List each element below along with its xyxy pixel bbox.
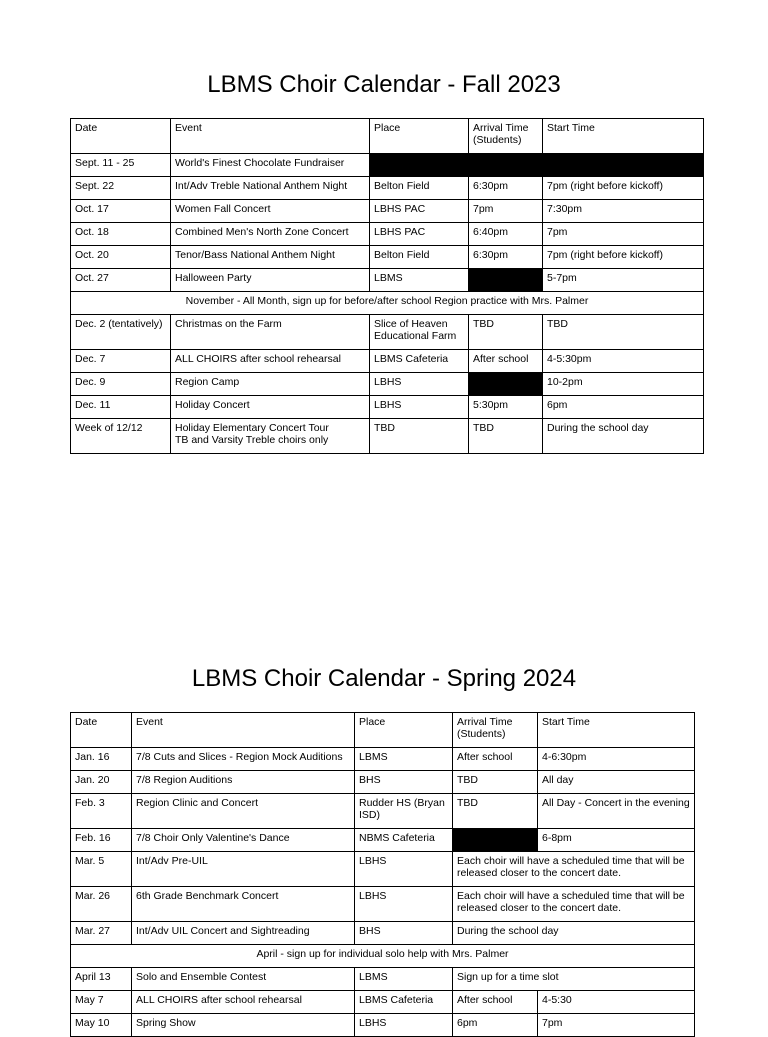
date-cell: May 10	[71, 1014, 132, 1037]
note-row	[71, 292, 704, 315]
start-cell: 6-8pm	[538, 829, 695, 852]
event-cell: Halloween Party	[171, 269, 370, 292]
place-cell: LBMS	[355, 748, 453, 771]
place-cell: NBMS Cafeteria	[355, 829, 453, 852]
date-cell: Sept. 11 - 25	[71, 154, 171, 177]
place-cell: Belton Field	[370, 177, 469, 200]
place-cell: LBHS PAC	[370, 223, 469, 246]
table-row	[71, 373, 704, 396]
start-cell: 4-5:30	[538, 991, 695, 1014]
table-row	[71, 350, 704, 373]
event-cell: Int/Adv Pre-UIL	[132, 852, 355, 887]
table-row	[71, 177, 704, 200]
place-cell: LBHS	[355, 852, 453, 887]
arrival-cell: 6:30pm	[469, 246, 543, 269]
start-cell: 6pm	[543, 396, 704, 419]
arrival-cell: After school	[453, 748, 538, 771]
event-cell: 7/8 Cuts and Slices - Region Mock Auditions	[132, 748, 355, 771]
date-cell: Mar. 26	[71, 887, 132, 922]
event-cell: Region Camp	[171, 373, 370, 396]
place-cell: LBHS	[370, 396, 469, 419]
table-row	[71, 748, 695, 771]
note-cell: April - sign up for individual solo help with Mrs. Palmer	[71, 945, 695, 968]
arrival-cell: TBD	[453, 771, 538, 794]
event-cell: 7/8 Choir Only Valentine's Dance	[132, 829, 355, 852]
date-cell: Dec. 2 (tentatively)	[71, 315, 171, 350]
header-row	[71, 119, 704, 154]
event-cell: 7/8 Region Auditions	[132, 771, 355, 794]
event-cell: ALL CHOIRS after school rehearsal	[171, 350, 370, 373]
start-cell: 7pm	[543, 223, 704, 246]
column-header: Start Time	[538, 713, 695, 748]
start-cell: All day	[538, 771, 695, 794]
start-cell: 7:30pm	[543, 200, 704, 223]
table-row	[71, 887, 695, 922]
event-cell: Solo and Ensemble Contest	[132, 968, 355, 991]
table-row	[71, 200, 704, 223]
date-cell: Oct. 18	[71, 223, 171, 246]
place-cell: TBD	[370, 419, 469, 454]
event-cell: Tenor/Bass National Anthem Night	[171, 246, 370, 269]
event-cell: Region Clinic and Concert	[132, 794, 355, 829]
start-cell: All Day - Concert in the evening	[538, 794, 695, 829]
arrival-cell: 6:30pm	[469, 177, 543, 200]
arrival-cell: 7pm	[469, 200, 543, 223]
note-row	[71, 945, 695, 968]
date-cell: Dec. 7	[71, 350, 171, 373]
start-cell: 5-7pm	[543, 269, 704, 292]
date-cell: Dec. 9	[71, 373, 171, 396]
table-row	[71, 154, 704, 177]
column-header: Date	[71, 119, 171, 154]
fall-calendar-table	[70, 118, 704, 454]
date-cell: Feb. 3	[71, 794, 132, 829]
start-cell: 4-5:30pm	[543, 350, 704, 373]
event-cell: ALL CHOIRS after school rehearsal	[132, 991, 355, 1014]
time-cell: Sign up for a time slot	[453, 968, 695, 991]
place-cell: LBHS	[355, 1014, 453, 1037]
column-header: Place	[370, 119, 469, 154]
column-header: Event	[171, 119, 370, 154]
event-cell: Women Fall Concert	[171, 200, 370, 223]
table-row	[71, 223, 704, 246]
blacked-out-cell	[453, 829, 538, 852]
column-header: Arrival Time (Students)	[453, 713, 538, 748]
place-cell: Belton Field	[370, 246, 469, 269]
place-cell: LBHS	[370, 373, 469, 396]
place-cell: LBHS	[355, 887, 453, 922]
date-cell: Oct. 17	[71, 200, 171, 223]
event-cell: Holiday Concert	[171, 396, 370, 419]
fall-calendar-title: LBMS Choir Calendar - Fall 2023	[207, 71, 561, 98]
spring-calendar-table	[70, 712, 695, 1037]
column-header: Date	[71, 713, 132, 748]
arrival-cell: 5:30pm	[469, 396, 543, 419]
start-cell: During the school day	[543, 419, 704, 454]
column-header: Arrival Time (Students)	[469, 119, 543, 154]
place-cell: Rudder HS (Bryan ISD)	[355, 794, 453, 829]
table-row	[71, 771, 695, 794]
place-cell: LBMS Cafeteria	[370, 350, 469, 373]
start-cell: 10-2pm	[543, 373, 704, 396]
table-row	[71, 315, 704, 350]
time-cell: During the school day	[453, 922, 695, 945]
table-row	[71, 852, 695, 887]
event-cell: Spring Show	[132, 1014, 355, 1037]
date-cell: May 7	[71, 991, 132, 1014]
table-row	[71, 396, 704, 419]
table-row	[71, 829, 695, 852]
table-row	[71, 419, 704, 454]
start-cell: TBD	[543, 315, 704, 350]
arrival-cell: 6pm	[453, 1014, 538, 1037]
arrival-cell: TBD	[469, 419, 543, 454]
blacked-out-cell	[469, 269, 543, 292]
table-row	[71, 269, 704, 292]
spring-calendar-title: LBMS Choir Calendar - Spring 2024	[191, 665, 577, 692]
table-row	[71, 246, 704, 269]
column-header: Event	[132, 713, 355, 748]
arrival-cell: TBD	[453, 794, 538, 829]
event-cell: Holiday Elementary Concert Tour TB and Varsity Treble choirs only	[171, 419, 370, 454]
time-cell: Each choir will have a scheduled time that will be released closer to the concert date.	[453, 887, 695, 922]
place-cell: LBMS Cafeteria	[355, 991, 453, 1014]
date-cell: Feb. 16	[71, 829, 132, 852]
time-cell: Each choir will have a scheduled time that will be released closer to the concert date.	[453, 852, 695, 887]
event-cell: Int/Adv UIL Concert and Sightreading	[132, 922, 355, 945]
start-cell: 4-6:30pm	[538, 748, 695, 771]
event-cell: Christmas on the Farm	[171, 315, 370, 350]
date-cell: Sept. 22	[71, 177, 171, 200]
event-cell: Combined Men's North Zone Concert	[171, 223, 370, 246]
date-cell: Mar. 5	[71, 852, 132, 887]
place-cell: BHS	[355, 771, 453, 794]
place-cell: LBHS PAC	[370, 200, 469, 223]
start-cell: 7pm (right before kickoff)	[543, 246, 704, 269]
table-row	[71, 991, 695, 1014]
event-cell: 6th Grade Benchmark Concert	[132, 887, 355, 922]
date-cell: Dec. 11	[71, 396, 171, 419]
blacked-out-cell	[370, 154, 704, 177]
arrival-cell: After school	[469, 350, 543, 373]
date-cell: Oct. 20	[71, 246, 171, 269]
start-cell: 7pm	[538, 1014, 695, 1037]
table-row	[71, 968, 695, 991]
place-cell: BHS	[355, 922, 453, 945]
column-header: Start Time	[543, 119, 704, 154]
date-cell: Jan. 20	[71, 771, 132, 794]
event-cell: World's Finest Chocolate Fundraiser	[171, 154, 370, 177]
event-cell: Int/Adv Treble National Anthem Night	[171, 177, 370, 200]
place-cell: LBMS	[370, 269, 469, 292]
arrival-cell: TBD	[469, 315, 543, 350]
date-cell: April 13	[71, 968, 132, 991]
date-cell: Mar. 27	[71, 922, 132, 945]
table-row	[71, 1014, 695, 1037]
date-cell: Oct. 27	[71, 269, 171, 292]
column-header: Place	[355, 713, 453, 748]
date-cell: Jan. 16	[71, 748, 132, 771]
blacked-out-cell	[469, 373, 543, 396]
place-cell: LBMS	[355, 968, 453, 991]
table-row	[71, 922, 695, 945]
place-cell: Slice of Heaven Educational Farm	[370, 315, 469, 350]
arrival-cell: 6:40pm	[469, 223, 543, 246]
note-cell: November - All Month, sign up for before/after school Region practice with Mrs. Palmer	[71, 292, 704, 315]
date-cell: Week of 12/12	[71, 419, 171, 454]
table-row	[71, 794, 695, 829]
arrival-cell: After school	[453, 991, 538, 1014]
start-cell: 7pm (right before kickoff)	[543, 177, 704, 200]
header-row	[71, 713, 695, 748]
